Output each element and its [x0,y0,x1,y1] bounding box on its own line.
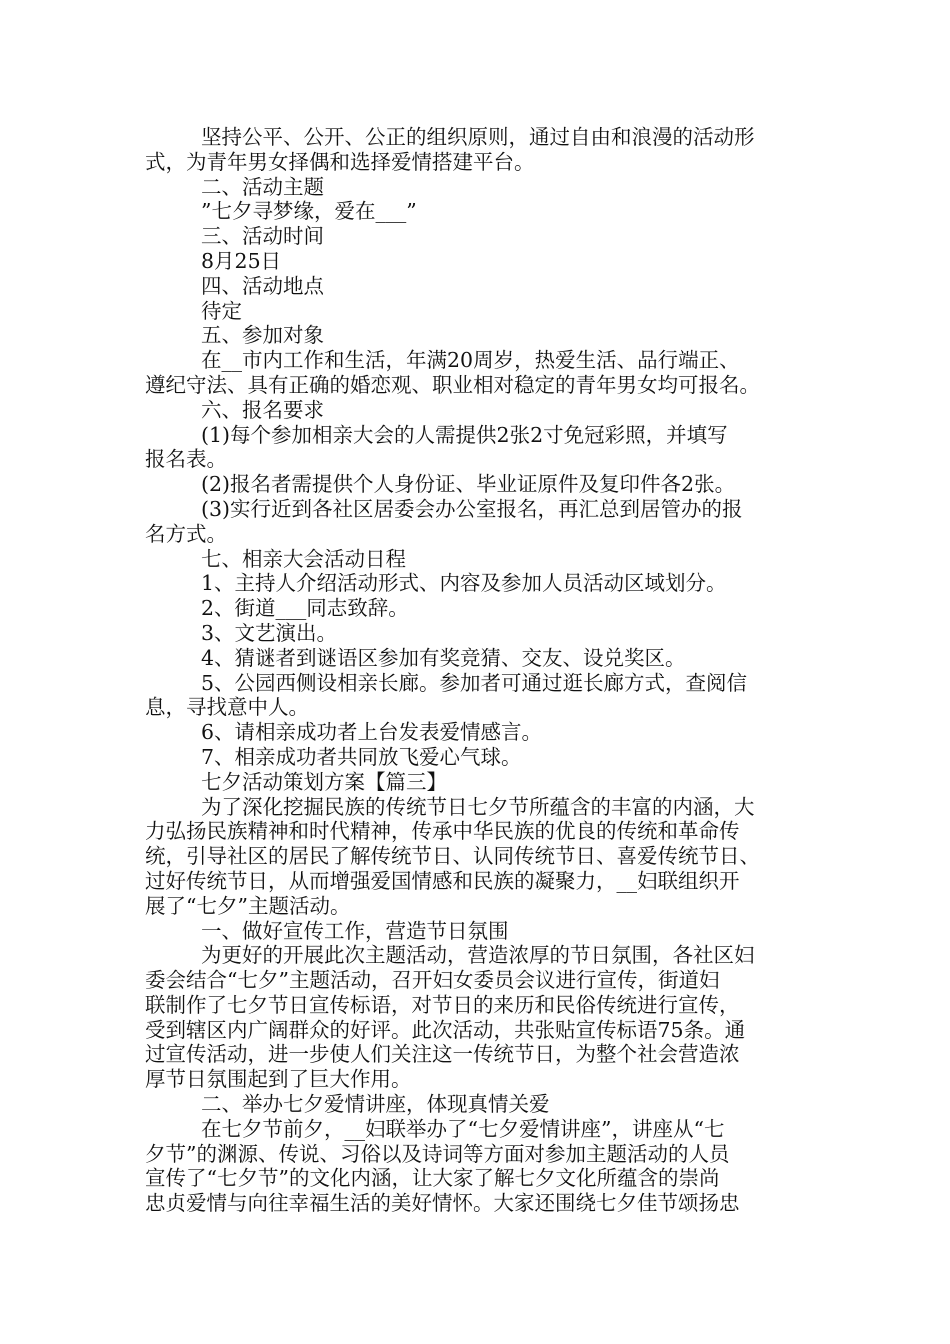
text-line: 名方式。 [145,521,227,546]
text-line: 夕节”的渊源、传说、习俗以及诗词等方面对参加主题活动的人员 [145,1141,730,1166]
text-line: 2、街道___同志致辞。 [201,596,409,621]
text-line: ”七夕寻梦缘，爱在___” [201,199,417,224]
text-line: 七夕活动策划方案【篇三】 [201,769,447,794]
text-line: 二、活动主题 [201,174,324,199]
text-line: (2)报名者需提供个人身份证、毕业证原件及复印件各2张。 [201,472,736,497]
text-line: 坚持公平、公开、公正的组织原则，通过自由和浪漫的活动形 [201,125,755,149]
text-line: 遵纪守法、具有正确的婚恋观、职业相对稳定的青年男女均可报名。 [145,372,760,397]
text-line: 宣传了“七夕节”的文化内涵，让大家了解七夕文化所蕴含的崇尚 [145,1166,720,1191]
text-line: 8月25日 [201,248,282,273]
text-line: 3、文艺演出。 [201,620,338,645]
text-line: 式，为青年男女择偶和选择爱情搭建平台。 [145,149,535,174]
text-line: 过宣传活动，进一步使人们关注这一传统节日，为整个社会营造浓 [145,1042,740,1067]
text-line: 过好传统节日，从而增强爱国情感和民族的凝聚力，__妇联组织开 [145,868,740,893]
text-line: 为了深化挖掘民族的传统节日七夕节所蕴含的丰富的内涵，大 [201,794,755,819]
text-line: 七、相亲大会活动日程 [201,546,406,571]
text-line: 展了“七夕”主题活动。 [145,893,351,918]
text-line: 待定 [201,298,242,323]
text-line: 1、主持人介绍活动形式、内容及参加人员活动区域划分。 [201,571,727,596]
text-line: 六、报名要求 [201,397,324,422]
text-line: 5、公园西侧设相亲长廊。参加者可通过逛长廊方式，查阅信 [201,670,748,695]
document-body [145,125,810,1216]
text-line: 在__市内工作和生活，年满20周岁，热爱生活、品行端正、 [201,348,740,373]
text-line: 6、请相亲成功者上台发表爱情感言。 [201,720,543,745]
text-line: 息，寻找意中人。 [145,695,309,720]
text-line: 在七夕节前夕，__妇联举办了“七夕爱情讲座”，讲座从“七 [201,1116,725,1141]
text-line: 委会结合“七夕”主题活动，召开妇女委员会议进行宣传，街道妇 [145,968,720,993]
text-line: 忠贞爱情与向往幸福生活的美好情怀。大家还围绕七夕佳节颂扬忠 [145,1191,740,1216]
text-line: 报名表。 [145,447,227,472]
text-line: 受到辖区内广阔群众的好评。此次活动，共张贴宣传标语75条。通 [145,1017,746,1042]
text-line: 厚节日氛围起到了巨大作用。 [145,1067,412,1092]
text-line: 7、相亲成功者共同放飞爱心气球。 [201,744,522,769]
text-line: (1)每个参加相亲大会的人需提供2张2寸免冠彩照，并填写 [201,422,728,447]
text-line: 力弘扬民族精神和时代精神，传承中华民族的优良的传统和革命传 [145,819,740,844]
text-line: (3)实行近到各社区居委会办公室报名，再汇总到居管办的报 [201,496,743,521]
text-line: 联制作了七夕节日宣传标语，对节日的来历和民俗传统进行宣传， [145,992,740,1017]
text-line: 四、活动地点 [201,273,324,298]
text-line: 五、参加对象 [201,323,324,348]
text-line: 4、猜谜者到谜语区参加有奖竞猜、交友、设兑奖区。 [201,645,686,670]
text-line: 一、做好宣传工作，营造节日氛围 [201,918,509,943]
text-line: 三、活动时间 [201,224,324,249]
text-line: 统，引导社区的居民了解传统节日、认同传统节日、喜爱传统节日、 [145,844,760,869]
text-line: 为更好的开展此次主题活动，营造浓厚的节日氛围，各社区妇 [201,943,755,968]
text-line: 二、举办七夕爱情讲座，体现真情关爱 [201,1092,550,1117]
